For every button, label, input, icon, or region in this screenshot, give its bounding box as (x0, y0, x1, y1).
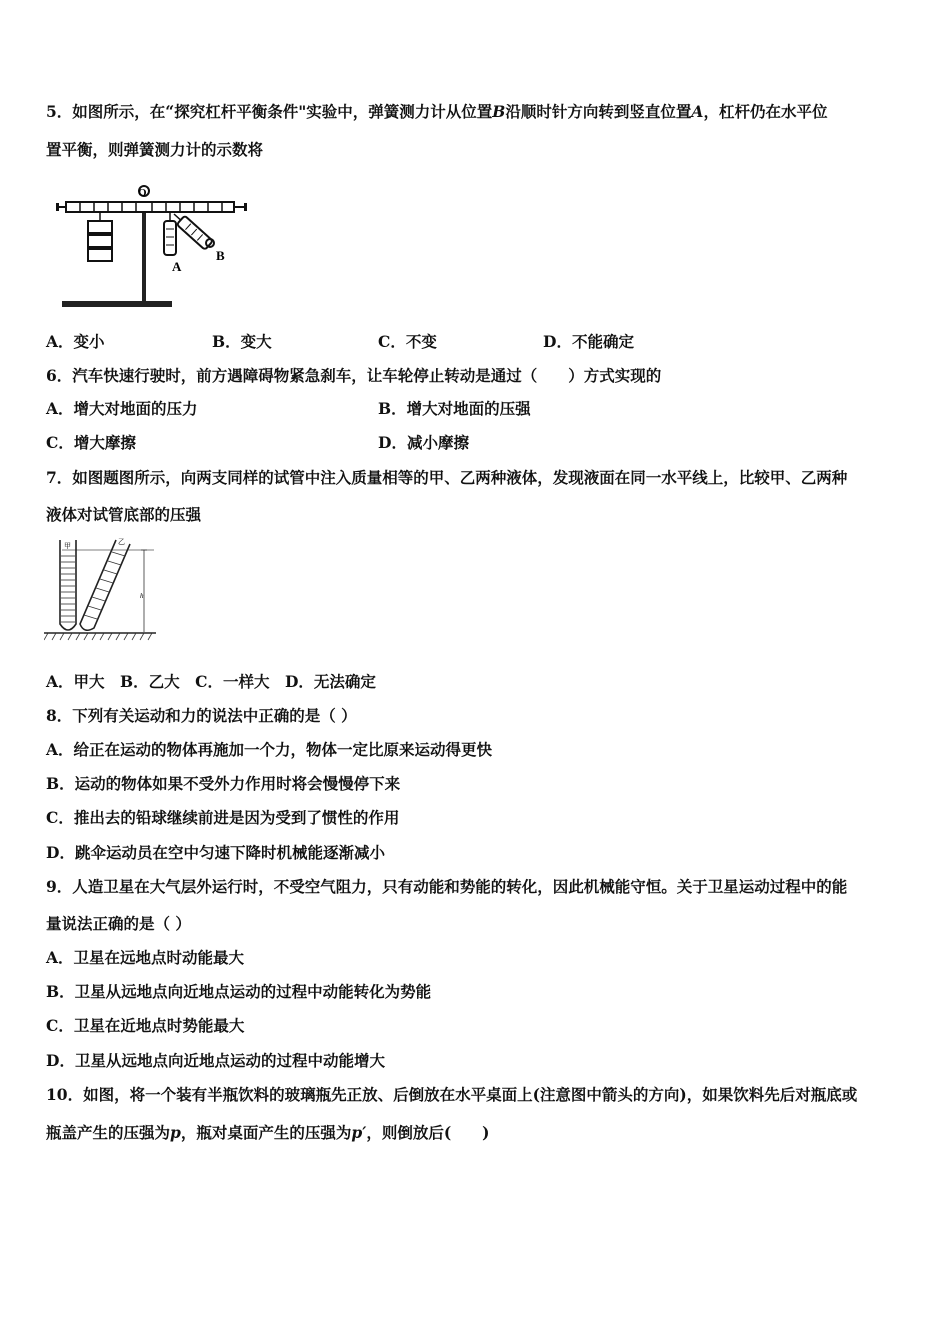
q10-text-2: ，瓶对桌面产生的压强为 (180, 1123, 352, 1142)
label-a: A (172, 259, 182, 274)
q10-stem-line1: 10．如图，将一个装有半瓶饮料的玻璃瓶先正放、后倒放在水平桌面上(注意图中箭头的方向)，如果饮料先后对瓶底或 (46, 1085, 858, 1104)
q10-var-p-prime: p′ (351, 1123, 367, 1142)
q5-var-b: B (492, 102, 506, 121)
q7-stem-line2: 液体对试管底部的压强 (46, 505, 202, 524)
q9-stem-line1: 9．人造卫星在大气层外运行时，不受空气阻力，只有动能和势能的转化，因此机械能守恒。关于卫星运动过程中的能 (46, 877, 848, 896)
label-jia: 甲 (64, 542, 71, 550)
q10-text-1: 瓶盖产生的压强为 (46, 1123, 171, 1142)
q5-text-3: ，杠杆仍在水平位 (703, 102, 828, 121)
q10-stem-line2 (46, 1122, 910, 1144)
label-o: O (138, 187, 147, 199)
q5-stem-line1 (46, 101, 910, 123)
q5-option-c: C．不变 (378, 332, 437, 351)
q9-option-d: D．卫星从远地点向近地点运动的过程中动能增大 (46, 1051, 385, 1070)
q9-option-a: A．卫星在远地点时动能最大 (46, 948, 245, 967)
test-tube-figure (44, 536, 160, 646)
q8-option-b: B．运动的物体如果不受外力作用时将会慢慢停下来 (46, 774, 401, 793)
q9-option-c: C．卫星在近地点时势能最大 (46, 1016, 245, 1035)
label-b: B (216, 248, 225, 263)
q5-option-d: D．不能确定 (543, 332, 634, 351)
q5-option-a: A．变小 (46, 332, 105, 351)
q8-option-d: D．跳伞运动员在空中匀速下降时机械能逐渐减小 (46, 843, 385, 862)
q9-stem-line2: 量说法正确的是（ ） (46, 914, 191, 933)
q5-text-1: 5．如图所示，在“探究杠杆平衡条件"实验中，弹簧测力计从位置 (46, 102, 493, 121)
q8-stem: 8．下列有关运动和力的说法中正确的是（ ） (46, 706, 357, 725)
q6-option-b: B．增大对地面的压强 (378, 399, 531, 418)
q5-var-a: A (691, 102, 704, 121)
q7-stem-line1: 7．如图题图所示，向两支同样的试管中注入质量相等的甲、乙两种液体，发现液面在同一水平线上，比较甲、乙两种 (46, 468, 848, 487)
q9-option-b: B．卫星从远地点向近地点运动的过程中动能转化为势能 (46, 982, 432, 1001)
lever-figure (56, 183, 256, 313)
q6-option-a: A．增大对地面的压力 (46, 399, 198, 418)
q6-stem: 6．汽车快速行驶时，前方遇障碍物紧急刹车，让车轮停止转动是通过（ ）方式实现的 (46, 366, 662, 385)
label-yi: 乙 (118, 538, 125, 546)
q5-text-2: 沿顺时针方向转到竖直位置 (505, 102, 692, 121)
q5-option-b: B．变大 (212, 332, 272, 351)
q10-text-3: ，则倒放后( ) (366, 1123, 490, 1142)
q10-var-p: p (170, 1123, 181, 1142)
q6-option-d: D．减小摩擦 (378, 433, 469, 452)
label-h: h (140, 592, 144, 600)
q8-option-c: C．推出去的铅球继续前进是因为受到了惯性的作用 (46, 808, 400, 827)
q8-option-a: A．给正在运动的物体再施加一个力，物体一定比原来运动得更快 (46, 740, 493, 759)
q7-options: A．甲大 B．乙大 C．一样大 D．无法确定 (46, 672, 376, 691)
q5-stem-line2: 置平衡，则弹簧测力计的示数将 (46, 140, 264, 159)
q6-option-c: C．增大摩擦 (46, 433, 136, 452)
